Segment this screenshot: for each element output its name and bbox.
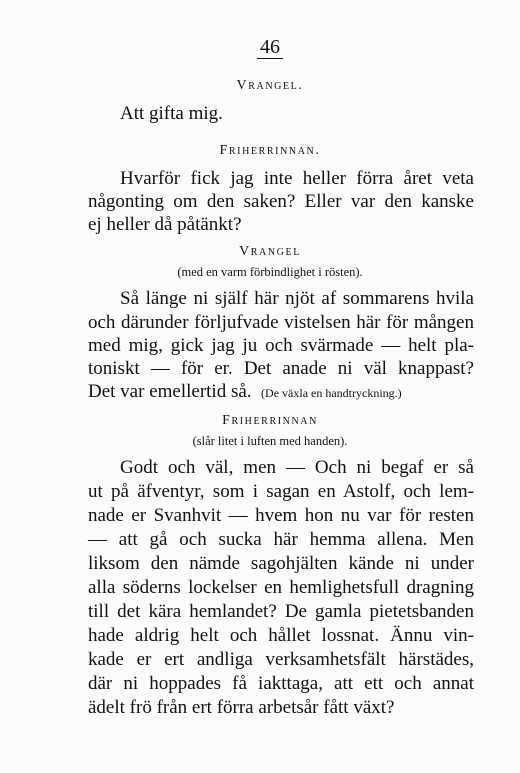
- dialogue-line: nade er Svanhvit — hvem hon nu var för resten: [88, 505, 474, 526]
- dialogue-line: med mig, gick jag ju och svärmade — helt pla-: [88, 335, 474, 356]
- dialogue-line: kade er ert andliga verksamhetsfält härstädes,: [88, 649, 474, 670]
- dialogue-line: där ni hoppades få iakttaga, att ett och annat: [88, 673, 474, 694]
- dialogue-line: och därunder förljufvade vistelsen här för mången: [88, 312, 474, 333]
- stage-direction: (De växla en handtryckning.): [261, 386, 402, 400]
- dialogue-line: till det kära hemlandet? De gamla pietetsbanden: [88, 601, 474, 622]
- dialogue-line: någonting om den saken? Eller var den kanske: [88, 191, 474, 212]
- dialogue-line: hade aldrig helt och hållet lossnat. Ännu vin-: [88, 625, 474, 646]
- dialogue-line: Så länge ni själf här njöt af sommarens hvila: [120, 288, 474, 309]
- dialogue-line: Hvarför fick jag inte heller förra året veta: [120, 168, 474, 189]
- dialogue-line: [88, 381, 474, 404]
- dialogue-line: Att gifta mig.: [120, 103, 223, 124]
- dialogue-text: Det var emellertid så.: [88, 381, 252, 402]
- stage-direction: (slår litet i luften med handen).: [192, 434, 348, 448]
- dialogue-line: alla söderns lockelser en hemlighetsfull dragning: [88, 577, 474, 598]
- speaker-name: Friherrinnan: [222, 413, 318, 428]
- speaker-name: Vrangel.: [236, 78, 304, 93]
- dialogue-line: — att gå och sucka här hemma allena. Men: [88, 529, 474, 550]
- dialogue-line: ädelt frö från ert förra arbetsår fått växt?: [88, 697, 395, 718]
- dialogue-line: ej heller då påtänkt?: [88, 214, 242, 235]
- dialogue-line: liksom den nämde sagohjälten kände ni under: [88, 553, 474, 574]
- dialogue-line: ut på äfventyr, som i sagan en Astolf, och lem-: [88, 481, 474, 502]
- page-number: 46: [0, 36, 520, 59]
- stage-direction: (med en varm förbindlighet i rösten).: [177, 265, 363, 279]
- dialogue-line: Godt och väl, men — Och ni begaf er så: [120, 457, 474, 478]
- speaker-name: Friherrinnan.: [219, 143, 321, 158]
- dialogue-line: toniskt — för er. Det anade ni väl knappast?: [88, 358, 474, 379]
- speaker-name: Vrangel: [239, 244, 301, 259]
